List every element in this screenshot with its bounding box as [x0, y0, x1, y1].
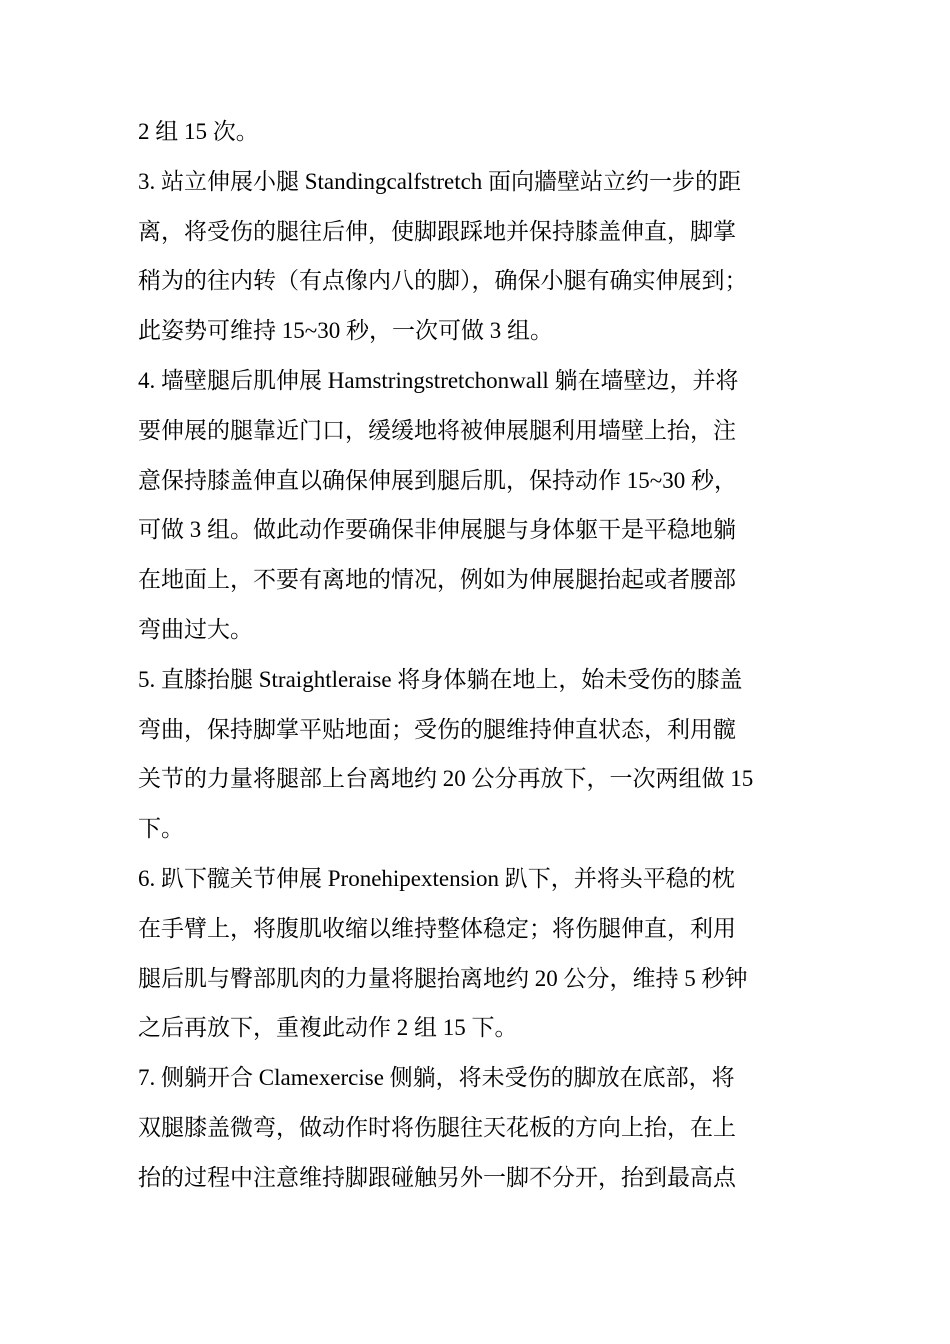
text-line: 要伸展的腿靠近门口，缓缓地将被伸展腿利用墙壁上抬，注: [138, 417, 736, 443]
text-line: 5. 直膝抬腿 Straightleraise 将身体躺在地上，始未受伤的膝盖: [138, 666, 743, 692]
text-line: 之后再放下，重複此动作 2 组 15 下。: [138, 1015, 518, 1041]
text-line: 在地面上，不要有离地的情况，例如为伸展腿抬起或者腰部: [138, 567, 736, 593]
text-line: 腿后肌与臀部肌肉的力量将腿抬离地约 20 公分，维持 5 秒钟: [138, 965, 748, 991]
text-line: 6. 趴下髋关节伸展 Pronehipextension 趴下，并将头平稳的枕: [138, 865, 735, 891]
text-line: 下。: [138, 816, 184, 842]
text-line: 3. 站立伸展小腿 Standingcalfstretch 面向牆壁站立约一步的距: [138, 168, 742, 194]
text-line: 意保持膝盖伸直以确保伸展到腿后肌，保持动作 15~30 秒，: [138, 467, 737, 493]
text-line: 稍为的往内转（有点像内八的脚），确保小腿有确实伸展到；: [138, 268, 748, 294]
text-line: 弯曲过大。: [138, 616, 253, 642]
text-line: 4. 墙壁腿后肌伸展 Hamstringstretchonwall 躺在墙壁边，并将: [138, 367, 739, 393]
text-line: 关节的力量将腿部上台离地约 20 公分再放下，一次两组做 15: [138, 766, 754, 792]
text-line: 抬的过程中注意维持脚跟碰触另外一脚不分开，抬到最高点: [138, 1164, 736, 1190]
text-line: 7. 侧躺开合 Clamexercise 侧躺，将未受伤的脚放在底部，将: [138, 1065, 735, 1091]
text-line: 离，将受伤的腿往后伸，使脚跟踩地并保持膝盖伸直，脚掌: [138, 218, 736, 244]
text-line: 弯曲，保持脚掌平贴地面；受伤的腿维持伸直状态，利用髋: [138, 716, 736, 742]
text-line: 双腿膝盖微弯，做动作时将伤腿往天花板的方向上抬，在上: [138, 1114, 736, 1140]
text-line: 可做 3 组。做此动作要确保非伸展腿与身体躯干是平稳地躺: [138, 517, 736, 543]
text-line: 此姿势可维持 15~30 秒，一次可做 3 组。: [138, 318, 553, 344]
text-line: 在手臂上，将腹肌收缩以维持整体稳定；将伤腿伸直，利用: [138, 915, 736, 941]
text-line: 2 组 15 次。: [138, 119, 259, 144]
document-body: [138, 107, 828, 1203]
